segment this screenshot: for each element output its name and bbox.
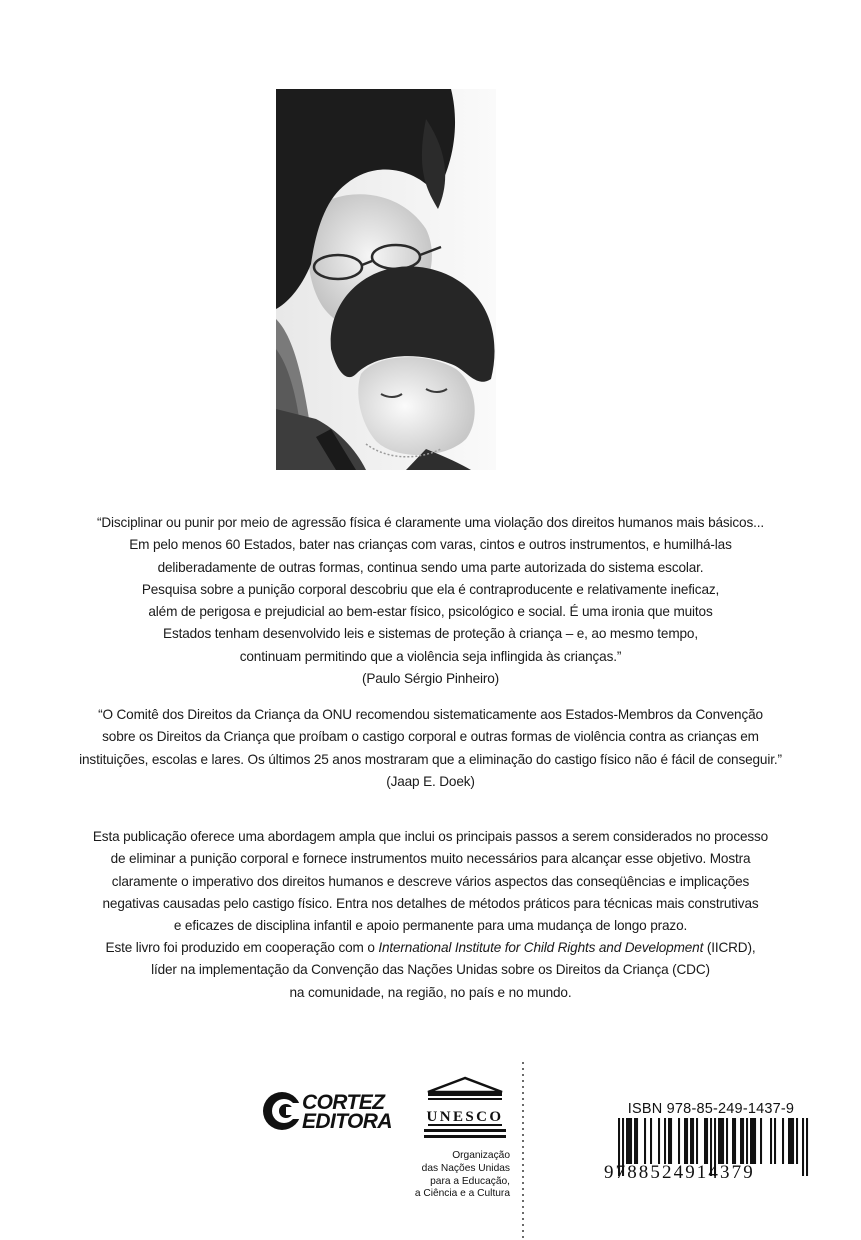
cortez-c-icon [262, 1090, 302, 1132]
quote-line: além de perigosa e prejudicial ao bem-estar físico, psicológico e social. É uma ironia que muitos [148, 604, 713, 620]
barcode-bar [630, 1118, 632, 1164]
isbn-label: ISBN 978-85-249-1437-9 [627, 1101, 795, 1117]
quote-line: instituições, escolas e lares. Os últimos 25 anos mostraram que a eliminação do castigo físico não é fácil de conseguir.” [79, 751, 782, 767]
mother-child-photo [276, 89, 496, 470]
barcode-bar [750, 1118, 752, 1164]
unesco-temple-icon [424, 1076, 506, 1146]
barcode-bar [696, 1118, 698, 1164]
barcode-bar [752, 1118, 754, 1164]
quote-line: Estados tenham desenvolvido leis e sistemas de proteção à criança – e, ao mesmo tempo, [163, 626, 698, 642]
summary-line: Esta publicação oferece uma abordagem ampla que inclui os principais passos a serem considerados no processo [92, 829, 769, 844]
quote-line: sobre os Direitos da Criança que proíbam o castigo corporal e outras formas de violência contra as crianças em [102, 729, 759, 745]
unesco-caption-line: a Ciência e a Cultura [414, 1188, 510, 1200]
barcode-bar [668, 1118, 670, 1164]
barcode-bar [742, 1118, 744, 1164]
barcode-bar [678, 1118, 680, 1164]
cortez-editora-logo [262, 1090, 394, 1132]
summary-paragraph [40, 826, 821, 937]
barcode-bar [636, 1118, 638, 1164]
barcode-bar [706, 1118, 708, 1164]
quote-author: (Jaap E. Doek) [386, 773, 475, 789]
barcode-bar [720, 1118, 722, 1164]
publisher-line-1: CORTEZ [302, 1091, 385, 1114]
barcode-bar [760, 1118, 762, 1164]
barcode-bar [732, 1118, 734, 1164]
barcode-bar [634, 1118, 636, 1164]
cooperation-line-1 [40, 937, 821, 959]
quote-line: “O Comitê dos Direitos da Criança da ONU recomendou sistematicamente aos Estados-Membros da Convenção [98, 707, 763, 722]
unesco-caption-line: para a Educação, [430, 1175, 510, 1187]
quote-pinheiro [40, 512, 821, 690]
barcode-bar [726, 1118, 728, 1164]
barcode-bar [684, 1118, 686, 1164]
unesco-acronym: UNESCO [426, 1109, 504, 1125]
barcode-bar [686, 1118, 688, 1164]
barcode-bar [740, 1118, 742, 1164]
barcode-bar [782, 1118, 784, 1164]
summary-line: negativas causadas pelo castigo físico. Entra nos detalhes de métodos práticos para técnicas mais construtivas [102, 895, 759, 911]
unesco-caption-line: Organização [452, 1150, 510, 1161]
quote-line: continuam permitindo que a violência seja inflingida às crianças.” [239, 648, 622, 664]
barcode-bar [796, 1118, 798, 1164]
quote-line: Pesquisa sobre a punição corporal descobriu que ela é contraproducente e relativamente ineficaz, [141, 581, 720, 597]
cooperation-text: (IICRD), [703, 940, 756, 955]
barcode-bar [718, 1118, 720, 1164]
quote-line: “Disciplinar ou punir por meio de agressão física é claramente uma violação dos direitos humanos mais básicos... [97, 515, 764, 530]
quote-doek [40, 704, 821, 793]
quote-line: Em pelo menos 60 Estados, bater nas crianças com varas, cintos e outros instrumentos, e humilhá-las [129, 537, 732, 553]
cooperation-paragraph [40, 937, 821, 1004]
quote-author: (Paulo Sérgio Pinheiro) [361, 671, 500, 687]
quote-line: deliberadamente de outras formas, continua sendo uma parte autorizada do sistema escolar. [157, 559, 704, 575]
summary-line: claramente o imperativo dos direitos humanos e descreve vários aspectos das conseqüências e implicações [111, 873, 750, 889]
barcode-bar [626, 1118, 628, 1164]
barcode-bar [644, 1118, 646, 1164]
unesco-logo [424, 1076, 506, 1146]
barcode-bar [658, 1118, 660, 1164]
publisher-line-2: EDITORA [302, 1110, 392, 1133]
barcode-bar [722, 1118, 724, 1164]
dotted-divider [522, 1060, 524, 1240]
cooperation-line-2: líder na implementação da Convenção das Nações Unidas sobre os Direitos da Criança (CDC) [151, 962, 710, 978]
barcode-bar [774, 1118, 776, 1164]
barcode-digits: 9788524914379 [604, 1162, 755, 1183]
barcode-bar [628, 1118, 630, 1164]
cooperation-line-3: na comunidade, na região, no país e no mundo. [289, 984, 572, 1000]
unesco-caption [400, 1150, 510, 1201]
unesco-caption-line: das Nações Unidas [421, 1162, 510, 1174]
barcode-bar [650, 1118, 652, 1164]
barcode-bar [792, 1118, 794, 1164]
iicrd-name: International Institute for Child Rights and Development [378, 940, 704, 955]
barcode-bar [692, 1118, 694, 1164]
barcode-bar [788, 1118, 790, 1164]
barcode-bar [670, 1118, 672, 1164]
barcode-bar [754, 1118, 756, 1164]
cover-photo [276, 89, 496, 470]
barcode-bar [734, 1118, 736, 1164]
summary-line: de eliminar a punição corporal e fornece instrumentos muito necessários para alcançar esse objetivo. Mostra [110, 851, 751, 867]
barcode-bar [770, 1118, 772, 1164]
barcode-bar [704, 1118, 706, 1164]
barcode-bar [664, 1118, 666, 1164]
barcode-bar [690, 1118, 692, 1164]
cooperation-text: Este livro foi produzido em cooperação com o [105, 940, 379, 955]
barcode-bar [746, 1118, 748, 1164]
summary-line: e eficazes de disciplina infantil e apoio permanente para uma mudança de longo prazo. [173, 918, 688, 934]
barcode-bar [790, 1118, 792, 1164]
